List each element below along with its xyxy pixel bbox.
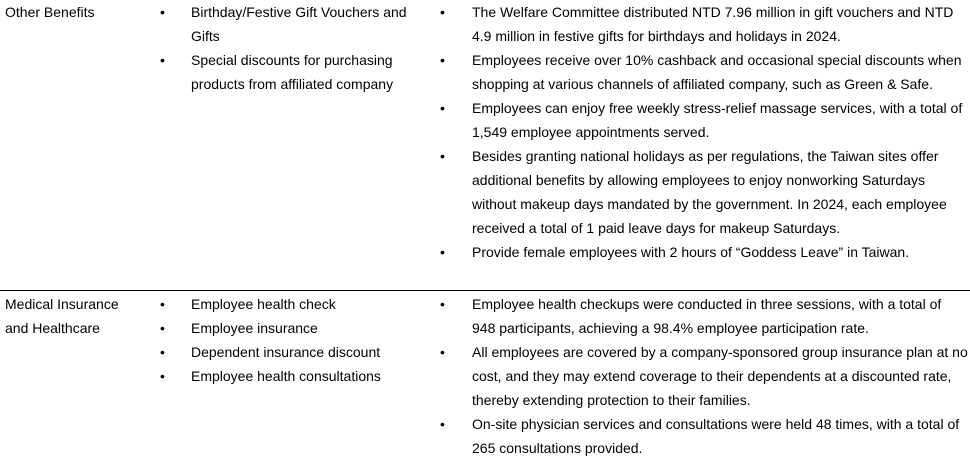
result-text: The Welfare Committee distributed NTD 7.96 million in gift vouchers and NTD 4.9 million in festive gifts for birthdays and holidays in 2024. [472, 4, 954, 44]
program-text: Birthday/Festive Gift Vouchers and Gifts [191, 4, 407, 44]
list-item [440, 240, 968, 264]
result-text: All employees are covered by a company-sponsored group insurance plan at no cost, and they may extend coverage to their dependents at a discounted rate, thereby extending protection to their families. [472, 344, 968, 408]
list-item [160, 48, 432, 96]
bullet-icon: • [160, 4, 165, 20]
result-text: Employees receive over 10% cashback and occasional special discounts when shopping at various channels of affiliated company, such as Green & Safe. [472, 52, 962, 92]
category-label-line-2: and Healthcare [5, 320, 100, 336]
bullet-icon: • [440, 344, 445, 360]
list-item [160, 340, 432, 364]
program-text: Employee health consultations [191, 368, 381, 384]
category-cell [5, 292, 119, 340]
list-item [440, 48, 968, 96]
row-divider [0, 290, 970, 291]
results-list [440, 292, 968, 460]
result-text: Provide female employees with 2 hours of “Goddess Leave” in Taiwan. [472, 244, 910, 260]
programs-list [160, 292, 432, 388]
list-item [440, 0, 968, 48]
results-cell [440, 0, 968, 264]
programs-cell [160, 0, 432, 96]
program-text: Special discounts for purchasing products from affiliated company [191, 52, 394, 92]
bullet-icon: • [160, 368, 165, 384]
list-item [440, 412, 968, 460]
list-item [440, 340, 968, 412]
list-item [160, 0, 432, 48]
bullet-icon: • [160, 344, 165, 360]
programs-cell [160, 292, 432, 388]
category-cell [5, 0, 95, 24]
program-text: Employee insurance [191, 320, 318, 336]
list-item [440, 292, 968, 340]
bullet-icon: • [440, 244, 445, 260]
result-text: On-site physician services and consultations were held 48 times, with a total of 265 consultations provided. [472, 416, 960, 456]
table-row-medical-insurance [0, 292, 970, 470]
bullet-icon: • [440, 296, 445, 312]
bullet-icon: • [440, 52, 445, 68]
bullet-icon: • [440, 4, 445, 20]
bullet-icon: • [440, 148, 445, 164]
results-list [440, 0, 968, 264]
result-text: Besides granting national holidays as per regulations, the Taiwan sites offer additional benefits by allowing employees to enjoy nonworking Saturdays without makeup days mandated by the government. In 2024, each employee received a total of 1 paid leave days for makeup Saturdays. [472, 148, 947, 236]
result-text: Employee health checkups were conducted in three sessions, with a total of 948 participants, achieving a 98.4% employee participation rate. [472, 296, 942, 336]
category-label: Other Benefits [5, 4, 95, 20]
list-item [160, 316, 432, 340]
result-text: Employees can enjoy free weekly stress-relief massage services, with a total of 1,549 employee appointments served. [472, 100, 963, 140]
bullet-icon: • [440, 416, 445, 432]
programs-list [160, 0, 432, 96]
results-cell [440, 292, 968, 460]
bullet-icon: • [160, 52, 165, 68]
program-text: Dependent insurance discount [191, 344, 381, 360]
list-item [160, 292, 432, 316]
list-item [160, 364, 432, 388]
bullet-icon: • [440, 100, 445, 116]
category-label-line-1: Medical Insurance [5, 296, 119, 312]
bullet-icon: • [160, 296, 165, 312]
bullet-icon: • [160, 320, 165, 336]
list-item [440, 144, 968, 240]
list-item [440, 96, 968, 144]
program-text: Employee health check [191, 296, 336, 312]
